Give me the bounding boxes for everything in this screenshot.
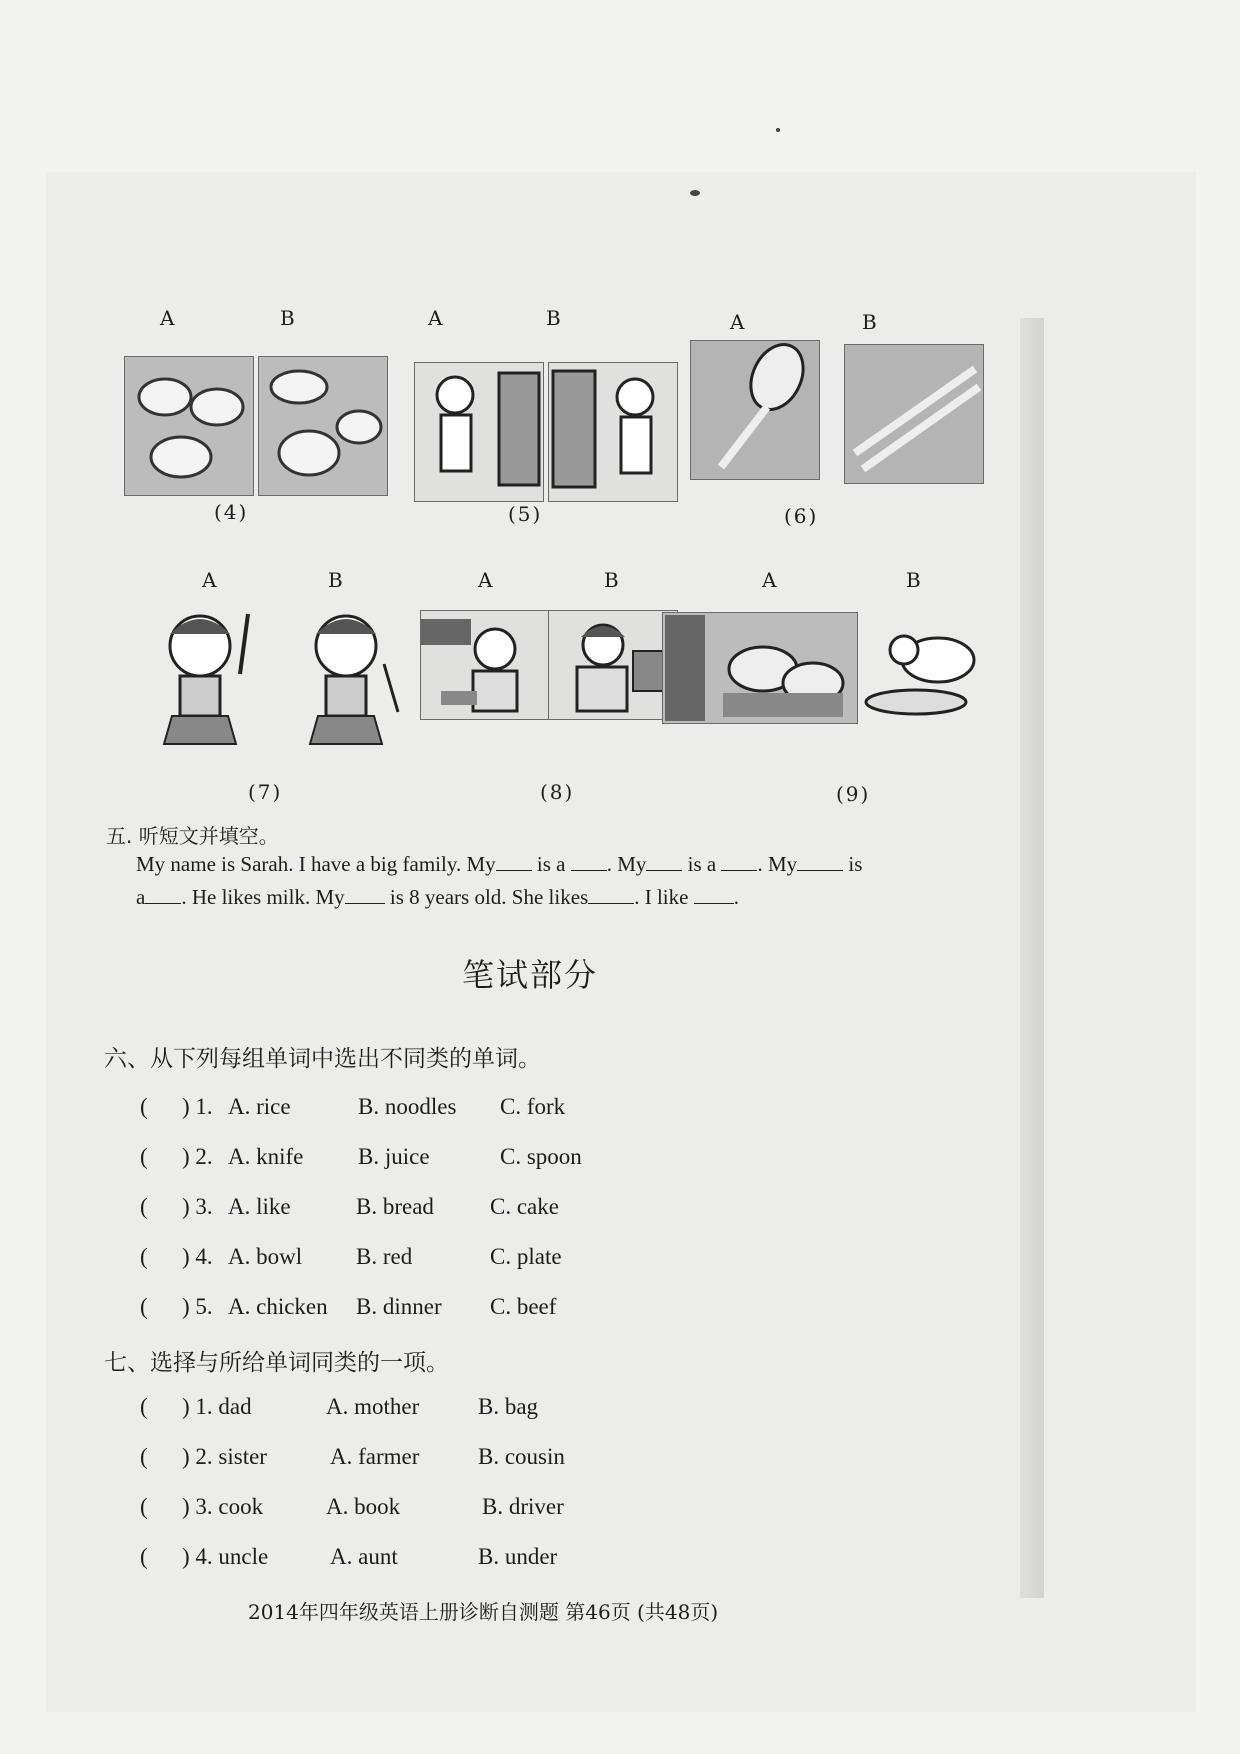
question-number: ) 3. cook (182, 1494, 264, 1519)
option-a: A. mother (326, 1394, 420, 1419)
passage-text: is 8 years old. She likes (389, 885, 589, 909)
question-number: ) 1. dad (182, 1394, 252, 1419)
show-through-shadow (1020, 318, 1044, 1598)
option-b-label: B (862, 310, 877, 334)
option-b: B. cousin (478, 1444, 565, 1469)
question-number: ) 2. sister (182, 1444, 267, 1469)
fill-blank[interactable] (571, 852, 607, 871)
passage-text: a (136, 885, 146, 909)
girl-cooking-icon (420, 610, 550, 720)
option-c: C. beef (490, 1294, 557, 1319)
answer-paren[interactable]: ( (140, 1394, 148, 1419)
dishes-of-food-icon (258, 356, 388, 496)
scan-speck (690, 190, 700, 196)
passage-text: My name is Sarah. I have a big family. My (136, 852, 496, 876)
passage-text: . (733, 885, 739, 909)
option-b-label: B (906, 568, 921, 592)
option-c: C. plate (490, 1244, 562, 1269)
option-b: B. under (478, 1544, 558, 1569)
answer-paren[interactable]: ( (140, 1144, 148, 1169)
option-b-label: B (280, 306, 295, 330)
option-a-label: A (428, 306, 443, 330)
question-number: (5) (508, 502, 543, 526)
listening-passage (136, 848, 862, 914)
question-number: (4) (214, 500, 249, 524)
passage-text: . I like (634, 885, 689, 909)
option-a: A. bowl (228, 1244, 303, 1269)
answer-paren[interactable]: ( (140, 1444, 148, 1469)
boy-at-fridge-icon (548, 362, 678, 502)
section-5-title: 五. 听短文并填空。 (106, 824, 279, 848)
question-number: ) 4. uncle (182, 1544, 269, 1569)
passage-text: . He likes milk. My (181, 885, 345, 909)
passage-text: . My (757, 852, 798, 876)
option-a: A. knife (228, 1144, 304, 1169)
option-b-label: B (328, 568, 343, 592)
plates-of-food-icon (124, 356, 254, 496)
option-a: A. chicken (228, 1294, 328, 1319)
answer-paren[interactable]: ( (140, 1494, 148, 1519)
chopsticks-icon (844, 344, 984, 484)
question-number: (6) (784, 504, 819, 528)
answer-paren[interactable]: ( (140, 1244, 148, 1269)
option-a-label: A (160, 306, 175, 330)
option-b: B. driver (482, 1494, 564, 1519)
fill-blank[interactable] (496, 852, 532, 871)
fill-blank[interactable] (345, 885, 385, 904)
question-number: ) 1. (182, 1094, 213, 1119)
girl-with-fork-icon (136, 604, 266, 744)
option-b-label: B (546, 306, 561, 330)
answer-paren[interactable]: ( (140, 1194, 148, 1219)
option-b: B. dinner (356, 1294, 442, 1319)
option-c: C. fork (500, 1094, 566, 1119)
boy-opening-fridge-icon (414, 362, 544, 502)
answer-paren[interactable]: ( (140, 1294, 148, 1319)
question-number: ) 3. (182, 1194, 213, 1219)
option-a-label: A (202, 568, 217, 592)
answer-paren[interactable]: ( (140, 1544, 148, 1569)
spoon-icon (690, 340, 820, 480)
option-a-label: A (762, 568, 777, 592)
option-a-label: A (478, 568, 493, 592)
option-b: B. noodles (358, 1094, 457, 1119)
girl-at-computer-icon (548, 610, 678, 720)
dog-with-plate-icon (858, 614, 998, 724)
dogs-eating-icon (662, 612, 858, 724)
question-number: (7) (248, 780, 283, 804)
option-a: A. rice (228, 1094, 291, 1119)
passage-text: . My (606, 852, 647, 876)
option-a: A. like (228, 1194, 291, 1219)
section-6-title: 六、从下列每组单词中选出不同类的单词。 (104, 1046, 541, 1072)
page-footer: 2014年四年级英语上册诊断自测题 第46页 (共48页) (248, 1600, 719, 1624)
answer-paren[interactable]: ( (140, 1094, 148, 1119)
option-a: A. aunt (330, 1544, 398, 1569)
option-b: B. juice (358, 1144, 430, 1169)
written-part-title: 笔试部分 (462, 956, 599, 994)
fill-blank[interactable] (646, 852, 682, 871)
question-number: ) 5. (182, 1294, 213, 1319)
option-a: A. farmer (330, 1444, 420, 1469)
question-number: ) 4. (182, 1244, 213, 1269)
fill-blank[interactable] (721, 852, 757, 871)
fill-blank[interactable] (145, 885, 181, 904)
fill-blank[interactable] (588, 885, 634, 904)
passage-text: is (848, 852, 863, 876)
option-b: B. bag (478, 1394, 539, 1419)
question-number: (9) (836, 782, 871, 806)
girl-with-chopsticks-icon (288, 604, 418, 744)
option-a: A. book (326, 1494, 401, 1519)
section-7-title: 七、选择与所给单词同类的一项。 (104, 1350, 449, 1376)
option-c: C. cake (490, 1194, 559, 1219)
option-a-label: A (730, 310, 745, 334)
fill-blank[interactable] (797, 852, 843, 871)
option-b: B. red (356, 1244, 413, 1269)
question-number: (8) (540, 780, 575, 804)
fill-blank[interactable] (694, 885, 734, 904)
passage-text: is a (687, 852, 717, 876)
option-c: C. spoon (500, 1144, 582, 1169)
scan-speck (776, 128, 780, 132)
option-b-label: B (604, 568, 619, 592)
option-b: B. bread (356, 1194, 434, 1219)
question-number: ) 2. (182, 1144, 213, 1169)
passage-text: is a (536, 852, 566, 876)
